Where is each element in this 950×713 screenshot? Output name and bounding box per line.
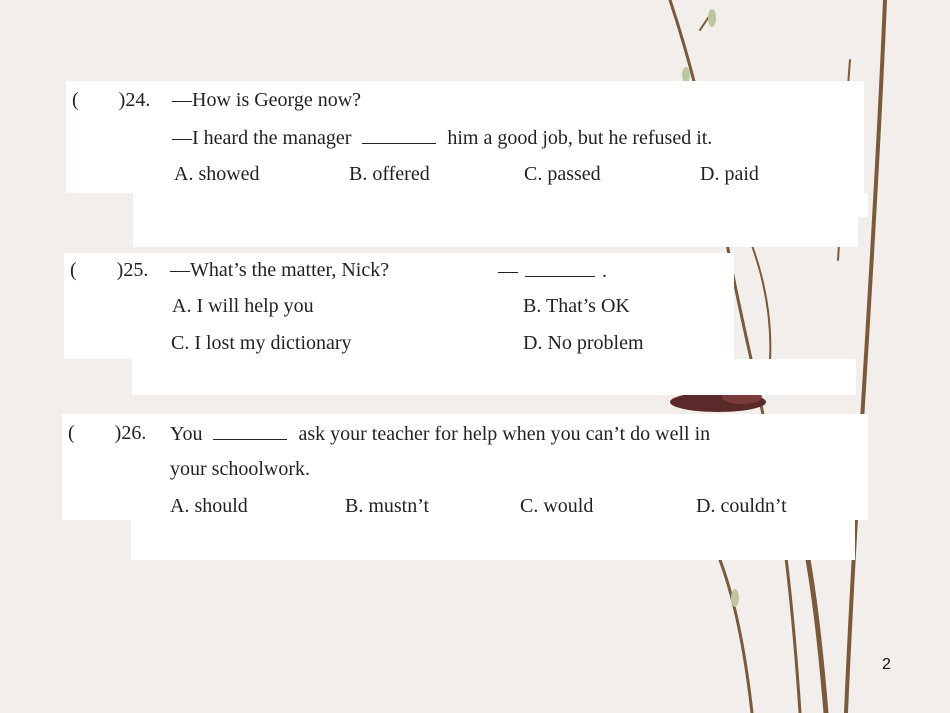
question-25-option-b: B. That’s OK	[523, 295, 630, 317]
question-25-reply	[498, 260, 607, 281]
question-25-option-c: C. I lost my dictionary	[171, 332, 352, 354]
question-25-number: ( )25.	[70, 259, 149, 281]
question-26-option-d: D. couldn’t	[696, 495, 787, 517]
question-25-reply-end: .	[602, 260, 607, 282]
question-26-option-a: A. should	[170, 495, 248, 517]
question-26-option-b: B. mustn’t	[345, 495, 430, 517]
question-25-option-a: A. I will help you	[172, 295, 314, 317]
question-26-line1-start: You	[170, 423, 203, 445]
question-25-panel-lower	[132, 359, 856, 395]
question-24-prompt: —How is George now?	[172, 89, 362, 111]
question-24-option-d: D. paid	[700, 163, 759, 185]
question-24-panel-lower	[133, 217, 858, 247]
question-24-line2	[172, 127, 712, 148]
question-24-line2-start: —I heard the manager	[172, 127, 352, 149]
question-24-option-c: C. passed	[524, 163, 601, 185]
question-26-number: ( )26.	[68, 422, 147, 444]
answer-blank	[525, 260, 595, 277]
question-24-line2-end: him a good job, but he refused it.	[447, 127, 713, 149]
page-number: 2	[882, 656, 891, 673]
question-25-prompt: —What’s the matter, Nick?	[170, 259, 390, 281]
question-25-option-d: D. No problem	[523, 332, 644, 354]
question-24-panel-shadow	[133, 193, 868, 217]
question-26-panel-lower	[131, 520, 855, 560]
question-26-line1-end: ask your teacher for help when you can’t do well in	[298, 423, 711, 445]
answer-blank	[362, 127, 436, 144]
question-24-option-b: B. offered	[349, 163, 430, 185]
question-24-option-a: A. showed	[174, 163, 260, 185]
answer-blank	[213, 423, 287, 440]
question-26-line1	[170, 423, 710, 444]
question-26-line2: your schoolwork.	[170, 458, 310, 480]
question-25-reply-dash: —	[498, 260, 518, 282]
question-24-number: ( )24.	[72, 89, 151, 111]
question-26-option-c: C. would	[520, 495, 594, 517]
